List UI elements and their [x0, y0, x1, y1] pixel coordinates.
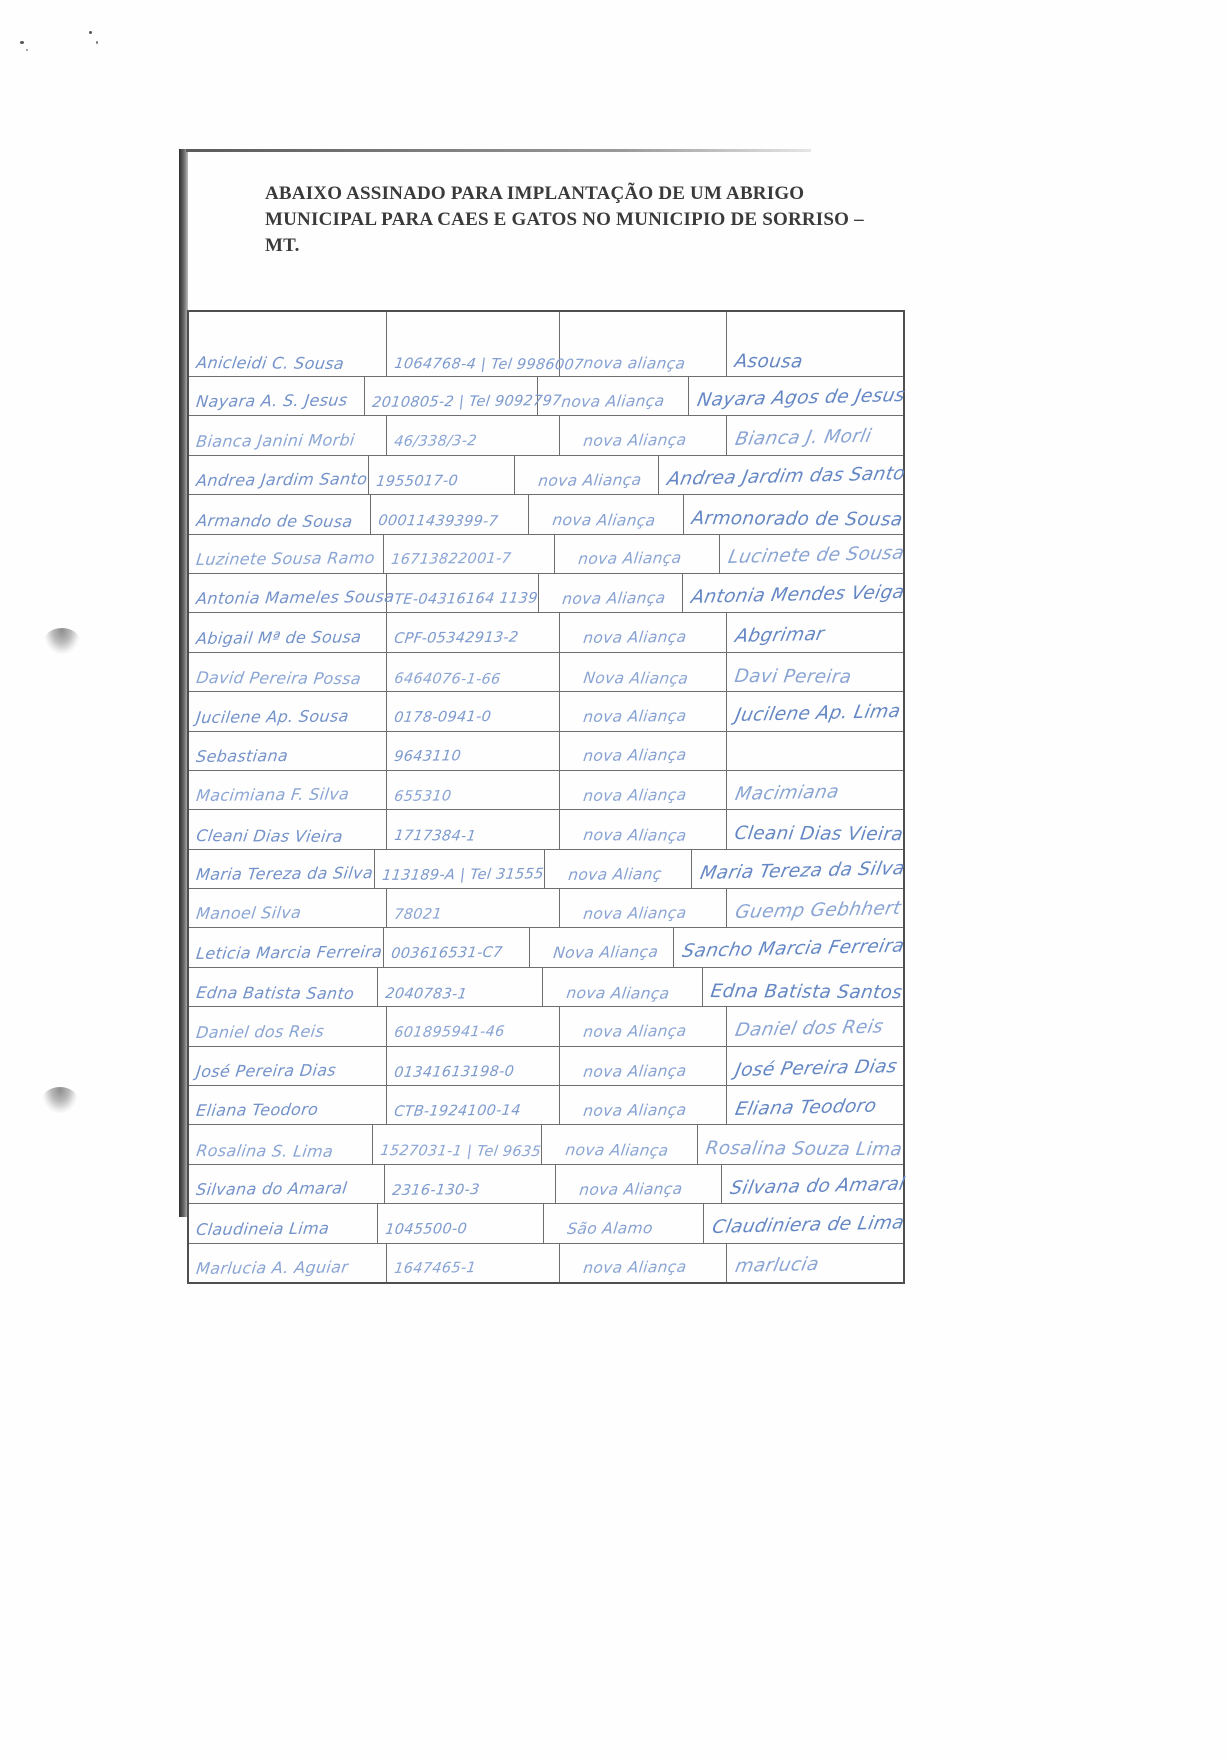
petition-title	[265, 181, 865, 259]
neighborhood-cell	[560, 771, 727, 809]
handwriting-text: Silvana do Amaral	[728, 1173, 907, 1199]
handwriting-text: Armando de Sousa	[195, 510, 354, 531]
hole-punch-shadow	[42, 1087, 78, 1113]
handwriting-text: 2040783-1	[384, 985, 469, 1003]
handwriting-text: nova Aliança	[582, 431, 688, 451]
handwriting-text: 601895941-46	[393, 1023, 506, 1042]
handwriting-text: nova Aliança	[561, 588, 667, 608]
name-cell	[189, 1165, 385, 1203]
neighborhood-cell	[560, 1007, 727, 1045]
document-cell	[387, 312, 585, 376]
name-cell	[189, 850, 375, 888]
signature-cell	[722, 1165, 907, 1203]
handwriting-text: 1647465-1	[393, 1260, 477, 1278]
handwriting-text	[733, 765, 734, 768]
handwriting-text: nova Aliança	[560, 391, 666, 411]
handwriting-text: 0178-0941-0	[393, 709, 492, 727]
signature-cell	[727, 771, 903, 809]
name-cell	[189, 1125, 373, 1163]
name-cell	[189, 889, 387, 927]
name-cell	[189, 495, 371, 533]
document-cell	[385, 1165, 556, 1203]
document-cell	[387, 653, 560, 691]
handwriting-text: São Alamo	[566, 1219, 654, 1239]
handwriting-text: 113189-A | Tel 31555	[380, 865, 545, 884]
name-cell	[189, 968, 378, 1006]
name-cell	[189, 653, 387, 691]
table-row	[189, 850, 907, 889]
handwriting-text: Silvana do Amaral	[195, 1178, 349, 1200]
handwriting-text: Bianca J. Morli	[733, 425, 874, 451]
document-cell	[387, 416, 560, 454]
table-row	[189, 928, 907, 967]
name-cell	[189, 692, 387, 730]
name-cell	[189, 535, 384, 573]
handwriting-text: 2010805-2 | Tel 9092797	[371, 392, 563, 411]
handwriting-text: 003616531-C7	[389, 945, 504, 963]
neighborhood-cell	[530, 928, 674, 966]
handwriting-text: 2316-130-3	[391, 1181, 481, 1199]
handwriting-text: 1955017-0	[375, 472, 459, 490]
handwriting-text: 6464076-1-66	[393, 670, 502, 688]
document-cell	[371, 495, 530, 533]
handwriting-text: David Pereira Possa	[195, 668, 363, 689]
signature-cell	[727, 1244, 903, 1282]
handwriting-text: 1045500-0	[384, 1221, 469, 1239]
handwriting-text: Armonorado de Sousa	[690, 508, 904, 531]
handwriting-text: Daniel dos Reis	[195, 1021, 326, 1042]
neighborhood-cell	[560, 1086, 727, 1124]
name-cell	[189, 1007, 387, 1045]
handwriting-text: Antonia Mameles Sousa	[195, 587, 396, 609]
neighborhood-cell	[556, 1165, 721, 1203]
handwriting-text: Claudiniera de Lima	[710, 1212, 907, 1239]
name-cell	[189, 574, 396, 612]
handwriting-text: Jucilene Ap. Lima	[733, 701, 903, 727]
neighborhood-cell	[560, 653, 727, 691]
signature-cell	[727, 1047, 903, 1085]
neighborhood-cell	[515, 456, 659, 494]
table-row	[189, 889, 903, 928]
handwriting-text: Rosalina Souza Lima	[704, 1138, 904, 1161]
table-row	[189, 810, 903, 849]
handwriting-text: Eliana Teodoro	[733, 1095, 879, 1120]
handwriting-text: 9643110	[393, 748, 462, 766]
signature-cell	[689, 377, 907, 415]
table-row	[189, 1165, 907, 1204]
handwriting-text: nova Aliança	[582, 1022, 688, 1042]
handwriting-text: nova Aliança	[551, 511, 657, 530]
handwriting-text: Macimiana	[733, 781, 841, 805]
handwriting-text: Andrea Jardim das Santo	[665, 462, 907, 490]
neighborhood-cell	[560, 416, 727, 454]
handwriting-text: nova Aliança	[582, 785, 688, 805]
name-cell	[189, 377, 365, 415]
document-cell	[375, 850, 545, 888]
signature-cell	[727, 613, 903, 651]
handwriting-text: Cleani Dias Vieira	[195, 825, 345, 846]
handwriting-text: Abigail Mª de Sousa	[195, 627, 363, 648]
neighborhood-cell	[539, 574, 683, 612]
table-row	[189, 535, 907, 574]
document-cell	[387, 1047, 560, 1085]
handwriting-text: nova Aliança	[582, 1258, 688, 1278]
handwriting-text: Nova Aliança	[552, 943, 660, 963]
signature-cell	[674, 928, 907, 966]
handwriting-text: José Pereira Dias	[733, 1055, 899, 1081]
handwriting-text: Anicleidi C. Sousa	[195, 353, 346, 374]
pen-speck	[20, 41, 24, 44]
handwriting-text: nova aliança	[582, 353, 687, 373]
signature-cell	[683, 574, 907, 612]
petition-title-line: MT.	[265, 235, 300, 256]
pen-speck	[96, 41, 98, 44]
handwriting-text: 1064768-4 | Tel 9986007	[393, 355, 585, 373]
table-row	[189, 1007, 903, 1046]
table-row	[189, 771, 903, 810]
neighborhood-cell	[544, 1204, 705, 1242]
handwriting-text: 46/338/3-2	[393, 433, 478, 451]
handwriting-text: Cleani Dias Vieira	[732, 823, 904, 846]
handwriting-text: Luzinete Sousa Ramo	[195, 548, 376, 569]
neighborhood-cell	[560, 732, 727, 770]
document-cell	[369, 456, 515, 494]
neighborhood-cell	[542, 1125, 698, 1163]
handwriting-text: Asousa	[733, 350, 805, 372]
handwriting-text: 1717384-1	[393, 828, 477, 845]
name-cell	[189, 1244, 387, 1282]
name-cell	[189, 771, 387, 809]
signature-cell	[727, 810, 903, 848]
handwriting-text: Claudineia Lima	[195, 1218, 331, 1239]
signature-cell	[727, 653, 903, 691]
handwriting-text: nova Aliança	[582, 1061, 688, 1081]
table-row	[189, 1244, 903, 1282]
signature-cell	[720, 535, 907, 573]
handwriting-text: Sancho Marcia Ferreira	[680, 935, 907, 963]
handwriting-text: TE-04316164 1139	[393, 590, 539, 608]
handwriting-text: Lucinete de Sousa	[726, 543, 907, 569]
name-cell	[189, 928, 384, 966]
handwriting-text: nova Aliança	[582, 903, 688, 923]
signature-cell	[727, 692, 903, 730]
neighborhood-cell	[560, 692, 727, 730]
handwriting-text: Daniel dos Reis	[733, 1016, 886, 1042]
signature-cell	[692, 850, 907, 888]
signature-cell	[698, 1125, 903, 1163]
table-row	[189, 1204, 907, 1243]
document-cell	[384, 928, 531, 966]
document-cell	[378, 1204, 544, 1242]
signature-cell	[659, 456, 907, 494]
handwriting-text: Nayara Agos de Jesus	[695, 384, 907, 411]
handwriting-text: Andrea Jardim Santo	[195, 469, 369, 491]
signature-table	[187, 310, 905, 1284]
handwriting-text: nova Aliança	[582, 826, 688, 845]
petition-title-line: MUNICIPAL PARA CAES E GATOS NO MUNICIPIO DE SORRISO –	[265, 209, 864, 230]
handwriting-text: Edna Batista Santos	[709, 980, 904, 1004]
name-cell	[189, 613, 387, 651]
handwriting-text: nova Aliança	[537, 470, 643, 490]
handwriting-text: Marlucia A. Aguiar	[195, 1257, 350, 1278]
document-cell	[387, 613, 560, 651]
handwriting-text: nova Alianç	[567, 864, 663, 884]
neighborhood-cell	[560, 613, 727, 651]
document-cell	[387, 1086, 560, 1124]
handwriting-text: Jucilene Ap. Sousa	[195, 705, 350, 727]
handwriting-text: nova Aliança	[577, 549, 683, 569]
signature-cell	[727, 1086, 903, 1124]
name-cell	[189, 1086, 387, 1124]
signature-cell	[727, 889, 903, 927]
neighborhood-cell	[545, 850, 692, 888]
document-cell	[384, 535, 555, 573]
document-cell	[365, 377, 563, 415]
handwriting-text: nova Aliança	[582, 1100, 688, 1120]
handwriting-text: Macimiana F. Silva	[195, 784, 351, 806]
neighborhood-cell	[560, 312, 727, 376]
signature-cell	[703, 968, 903, 1006]
handwriting-text: Abgrimar	[733, 624, 827, 648]
petition-title-line: ABAIXO ASSINADO PARA IMPLANTAÇÃO DE UM ABRIGO	[265, 183, 805, 204]
name-cell	[189, 456, 369, 494]
table-row	[189, 416, 903, 455]
handwriting-text: 655310	[393, 788, 453, 805]
signature-cell	[727, 416, 903, 454]
document-cell	[387, 574, 539, 612]
handwriting-text: marlucia	[733, 1254, 821, 1278]
neighborhood-cell	[560, 1047, 727, 1085]
table-row	[189, 653, 903, 692]
handwriting-text: Manoel Silva	[195, 903, 303, 924]
handwriting-text: nova Aliança	[582, 628, 688, 648]
handwriting-text: 16713822001-7	[390, 551, 513, 569]
handwriting-text: 00011439399-7	[376, 513, 499, 530]
handwriting-text: Maria Tereza da Silva	[698, 857, 907, 884]
name-cell	[189, 1204, 378, 1242]
table-row	[189, 968, 903, 1007]
document-cell	[373, 1125, 543, 1163]
handwriting-text: Leticia Marcia Ferreira	[195, 941, 384, 963]
handwriting-text: Eliana Teodoro	[195, 1100, 320, 1121]
table-row	[189, 613, 903, 652]
handwriting-text: 1527031-1 | Tel 9635	[378, 1143, 542, 1161]
table-row	[189, 495, 903, 534]
handwriting-text: 01341613198-0	[393, 1063, 516, 1081]
table-row	[189, 1047, 903, 1086]
pen-speck	[26, 49, 28, 51]
table-row	[189, 377, 907, 416]
table-row	[189, 312, 903, 377]
signature-cell	[704, 1204, 907, 1242]
name-cell	[189, 416, 387, 454]
name-cell	[189, 732, 387, 770]
name-cell	[189, 1047, 387, 1085]
document-cell	[387, 692, 560, 730]
neighborhood-cell	[560, 1244, 727, 1282]
handwriting-text: CPF-05342913-2	[393, 629, 520, 648]
handwriting-text: nova Aliança	[582, 746, 688, 766]
table-row	[189, 732, 903, 771]
handwriting-text: Maria Tereza da Silva	[195, 863, 375, 885]
document-cell	[387, 889, 560, 927]
hole-punch-shadow	[44, 628, 80, 654]
handwriting-text: Sebastiana	[195, 745, 290, 766]
neighborhood-cell	[529, 495, 684, 533]
neighborhood-cell	[543, 968, 703, 1006]
signature-cell	[684, 495, 903, 533]
handwriting-text: Edna Batista Santo	[195, 983, 356, 1004]
signature-cell	[727, 1007, 903, 1045]
document-cell	[387, 732, 560, 770]
table-row	[189, 574, 907, 613]
handwriting-text: José Pereira Dias	[195, 1060, 338, 1082]
table-row	[189, 692, 903, 731]
table-row	[189, 456, 907, 495]
signature-cell	[727, 732, 903, 770]
page-edge-shadow-horizontal	[186, 149, 811, 152]
document-cell	[387, 1007, 560, 1045]
table-row	[189, 1125, 903, 1164]
handwriting-text: Nayara A. S. Jesus	[195, 390, 349, 412]
handwriting-text: CTB-1924100-14	[393, 1102, 522, 1120]
signature-cell	[727, 312, 903, 376]
handwriting-text: Rosalina S. Lima	[195, 1140, 335, 1161]
handwriting-text: Nova Aliança	[582, 668, 690, 688]
handwriting-text: nova Aliança	[578, 1179, 684, 1199]
handwriting-text: Bianca Janini Morbi	[195, 430, 356, 451]
neighborhood-cell	[560, 889, 727, 927]
name-cell	[189, 312, 387, 376]
document-cell	[387, 810, 560, 848]
neighborhood-cell	[555, 535, 720, 573]
handwriting-text: Antonia Mendes Veiga	[689, 581, 907, 608]
handwriting-text: nova Aliança	[565, 983, 671, 1003]
document-cell	[378, 968, 543, 1006]
handwriting-text: 78021	[393, 906, 443, 923]
name-cell	[189, 810, 387, 848]
document-cell	[387, 1244, 560, 1282]
pen-speck	[89, 31, 92, 34]
handwriting-text: Davi Pereira	[733, 665, 853, 688]
neighborhood-cell	[560, 810, 727, 848]
handwriting-text: nova Aliança	[582, 706, 688, 727]
handwriting-text: nova Aliança	[564, 1141, 670, 1161]
document-cell	[387, 771, 560, 809]
table-row	[189, 1086, 903, 1125]
handwriting-text: Guemp Gebhhert	[733, 897, 903, 923]
